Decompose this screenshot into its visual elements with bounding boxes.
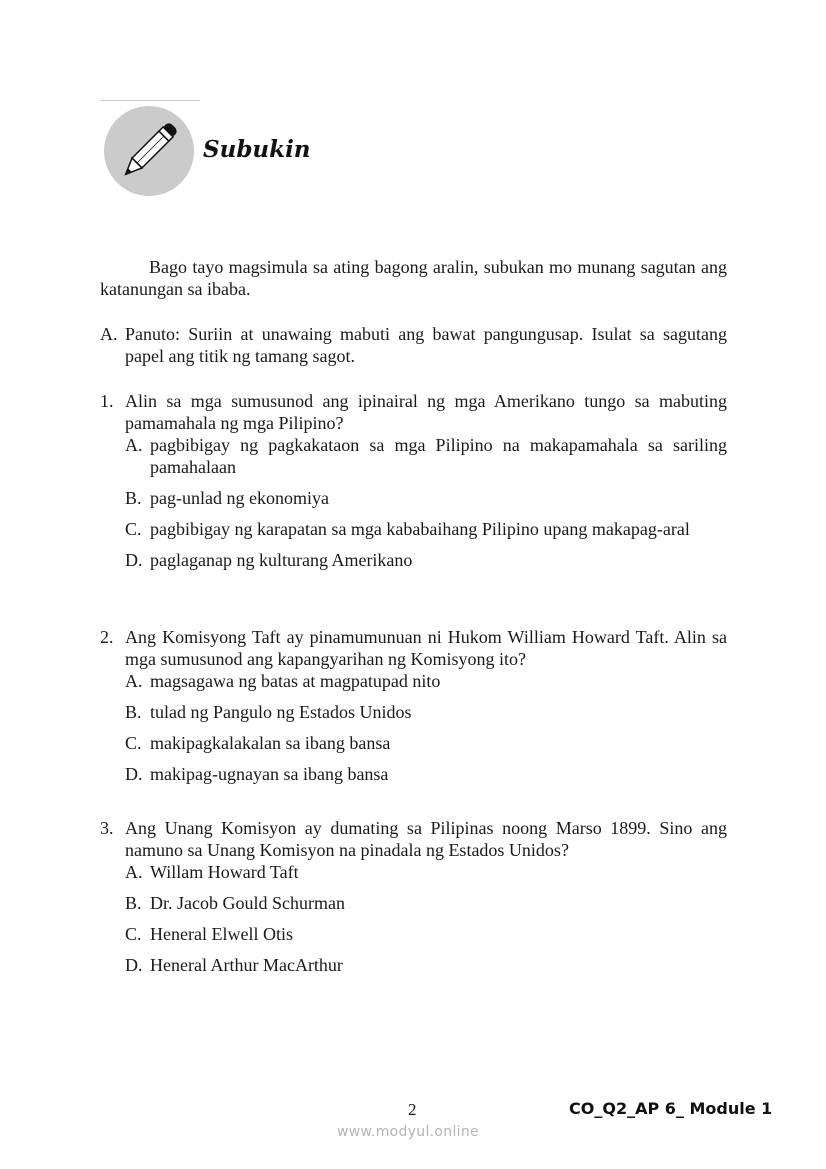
- question-1: [100, 390, 727, 571]
- option-b[interactable]: [125, 487, 727, 509]
- section-title: Subukin: [203, 136, 311, 163]
- option-a[interactable]: [125, 670, 727, 692]
- option-d[interactable]: [125, 763, 727, 785]
- option-b[interactable]: [125, 892, 727, 914]
- option-text: tulad ng Pangulo ng Estados Unidos: [150, 702, 412, 722]
- option-letter: D.: [125, 550, 143, 570]
- option-text: Dr. Jacob Gould Schurman: [150, 893, 345, 913]
- option-letter: C.: [125, 924, 142, 944]
- option-d[interactable]: [125, 549, 727, 571]
- option-text: Heneral Arthur MacArthur: [150, 955, 343, 975]
- question-number: 1.: [100, 391, 114, 411]
- option-a[interactable]: [125, 434, 727, 478]
- question-number: 2.: [100, 627, 114, 647]
- option-letter: B.: [125, 488, 142, 508]
- option-letter: C.: [125, 519, 142, 539]
- question-text: Ang Komisyong Taft ay pinamumunuan ni Hukom William Howard Taft. Alin sa mga sumusunod ang kapangyarihan ng Komisyong ito?: [125, 627, 727, 669]
- option-letter: C.: [125, 733, 142, 753]
- instructions-text: Panuto: Suriin at unawaing mabuti ang bawat pangungusap. Isulat sa sagutang papel ang titik ng tamang sagot.: [125, 324, 727, 366]
- question-text: Alin sa mga sumusunod ang ipinairal ng mga Amerikano tungo sa mabuting pamamahala ng mga Pilipino?: [125, 391, 727, 433]
- instructions: [100, 323, 727, 367]
- option-letter: B.: [125, 702, 142, 722]
- intro-paragraph: Bago tayo magsimula sa ating bagong aralin, subukan mo munang sagutan ang katanungan sa ibaba.: [100, 257, 727, 299]
- question-text: Ang Unang Komisyon ay dumating sa Pilipinas noong Marso 1899. Sino ang namuno sa Unang Komisyon na pinadala ng Estados Unidos?: [125, 818, 727, 860]
- question-3: [100, 817, 727, 976]
- option-c[interactable]: [125, 518, 727, 540]
- instructions-label: A.: [100, 324, 118, 344]
- option-letter: A.: [125, 671, 143, 691]
- option-text: magsagawa ng batas at magpatupad nito: [150, 671, 441, 691]
- option-d[interactable]: [125, 954, 727, 976]
- option-letter: D.: [125, 764, 143, 784]
- option-letter: D.: [125, 955, 143, 975]
- option-text: pagbibigay ng pagkakataon sa mga Pilipino na makapamahala sa sariling pamahalaan: [150, 435, 727, 477]
- option-a[interactable]: [125, 861, 727, 883]
- option-c[interactable]: [125, 923, 727, 945]
- option-text: pag-unlad ng ekonomiya: [150, 488, 329, 508]
- option-letter: A.: [125, 862, 143, 882]
- section-icon-badge: [104, 106, 194, 196]
- page-number: 2: [408, 1100, 417, 1119]
- option-text: Willam Howard Taft: [150, 862, 299, 882]
- watermark: www.modyul.online: [337, 1124, 479, 1140]
- option-c[interactable]: [125, 732, 727, 754]
- option-text: Heneral Elwell Otis: [150, 924, 293, 944]
- option-text: pagbibigay ng karapatan sa mga kababaihang Pilipino upang makapag-aral: [150, 519, 690, 539]
- module-code: CO_Q2_AP 6_ Module 1: [569, 1099, 773, 1118]
- option-letter: B.: [125, 893, 142, 913]
- question-number: 3.: [100, 818, 114, 838]
- pencil-icon: [104, 106, 194, 196]
- option-text: paglaganap ng kulturang Amerikano: [150, 550, 413, 570]
- option-text: makipagkalakalan sa ibang bansa: [150, 733, 391, 753]
- question-2: [100, 626, 727, 785]
- option-b[interactable]: [125, 701, 727, 723]
- header-rule: [100, 100, 200, 101]
- option-text: makipag-ugnayan sa ibang bansa: [150, 764, 389, 784]
- option-letter: A.: [125, 435, 143, 455]
